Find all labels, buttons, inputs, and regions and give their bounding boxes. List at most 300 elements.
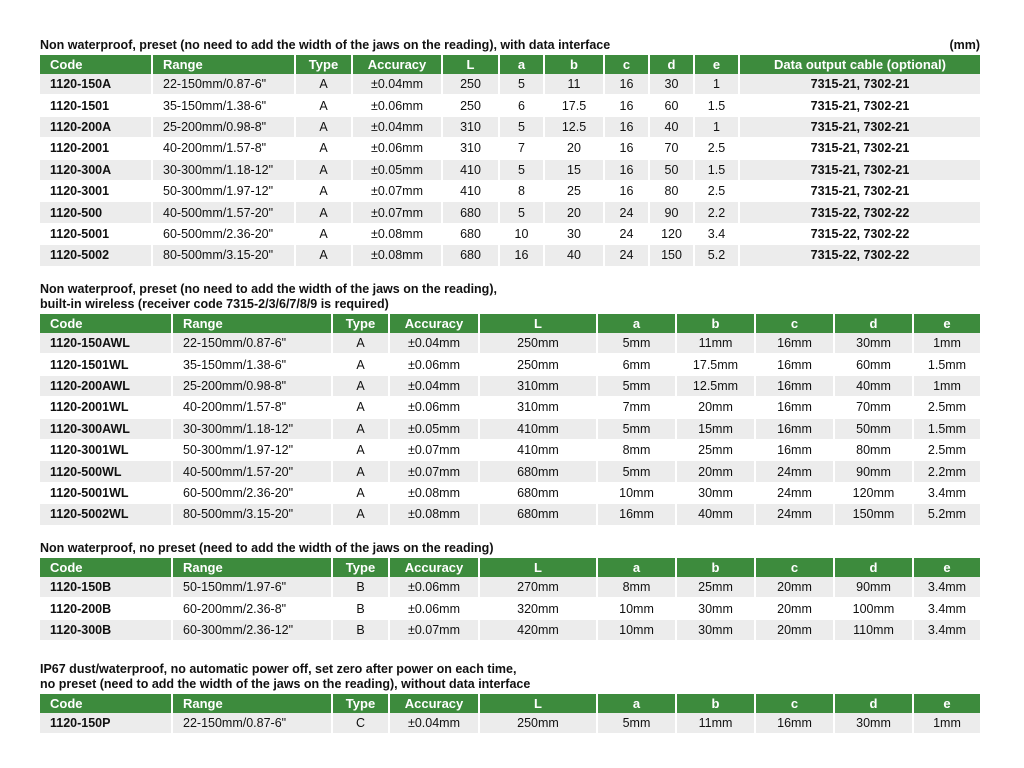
spec-cell: 250mm: [479, 333, 597, 354]
column-header: c: [755, 558, 834, 577]
spec-cell: 17.5: [544, 95, 604, 116]
cable-cell: 7315-21, 7302-21: [739, 74, 980, 95]
section-title-line: IP67 dust/waterproof, no automatic power off, set zero after power on each time,: [40, 662, 517, 676]
range-cell: 35-150mm/1.38-6": [152, 95, 295, 116]
spec-cell: ±0.04mm: [352, 116, 442, 137]
spec-cell: 90mm: [834, 461, 913, 482]
section-title: [40, 662, 980, 692]
spec-cell: 3.4: [694, 223, 739, 244]
spec-cell: 20mm: [676, 397, 755, 418]
spec-cell: 20: [544, 138, 604, 159]
spec-cell: 3.4mm: [913, 619, 980, 640]
column-header: e: [694, 55, 739, 74]
spec-cell: A: [332, 418, 389, 439]
spec-cell: 30: [544, 223, 604, 244]
spec-cell: ±0.06mm: [389, 354, 479, 375]
spec-cell: ±0.08mm: [389, 482, 479, 503]
spec-cell: 24mm: [755, 461, 834, 482]
spec-cell: 1: [694, 74, 739, 95]
spec-cell: 1.5mm: [913, 418, 980, 439]
spec-cell: ±0.05mm: [352, 159, 442, 180]
column-header: L: [479, 694, 597, 713]
spec-cell: ±0.07mm: [389, 619, 479, 640]
header-row: [40, 55, 980, 74]
spec-cell: 5: [499, 116, 544, 137]
spec-cell: 16: [604, 180, 649, 201]
spec-cell: 8: [499, 180, 544, 201]
spec-cell: 120mm: [834, 482, 913, 503]
spec-cell: 2.5: [694, 138, 739, 159]
cable-cell: 7315-22, 7302-22: [739, 202, 980, 223]
spec-cell: 16mm: [755, 439, 834, 460]
spec-cell: 2.5mm: [913, 397, 980, 418]
spec-cell: A: [295, 95, 352, 116]
spec-cell: A: [295, 202, 352, 223]
spec-cell: 16mm: [755, 418, 834, 439]
spec-cell: 2.2: [694, 202, 739, 223]
spec-cell: 24mm: [755, 504, 834, 525]
spec-cell: 20mm: [755, 619, 834, 640]
column-header: b: [544, 55, 604, 74]
range-cell: 60-300mm/2.36-12": [172, 619, 332, 640]
column-header: Type: [295, 55, 352, 74]
table-row: [40, 375, 980, 396]
spec-cell: A: [332, 482, 389, 503]
product-code-cell: 1120-1501: [40, 95, 152, 116]
spec-cell: A: [332, 504, 389, 525]
table-row: [40, 461, 980, 482]
column-header: Accuracy: [389, 314, 479, 333]
header-row: [40, 314, 980, 333]
range-cell: 30-300mm/1.18-12": [152, 159, 295, 180]
column-header: Data output cable (optional): [739, 55, 980, 74]
spec-cell: A: [332, 461, 389, 482]
product-code-cell: 1120-300AWL: [40, 418, 172, 439]
spec-cell: 6mm: [597, 354, 676, 375]
product-code-cell: 1120-500: [40, 202, 152, 223]
column-header: Range: [172, 314, 332, 333]
spec-cell: 410: [442, 159, 499, 180]
section-title: [40, 541, 980, 556]
spec-cell: 24mm: [755, 482, 834, 503]
range-cell: 40-500mm/1.57-20": [152, 202, 295, 223]
range-cell: 60-500mm/2.36-20": [152, 223, 295, 244]
spec-cell: 5mm: [597, 418, 676, 439]
product-code-cell: 1120-2001: [40, 138, 152, 159]
section-title: [40, 282, 980, 312]
product-code-cell: 1120-200A: [40, 116, 152, 137]
spec-table: [40, 314, 980, 526]
spec-cell: 8mm: [597, 439, 676, 460]
column-header: Range: [172, 694, 332, 713]
spec-cell: 20: [544, 202, 604, 223]
column-header: d: [649, 55, 694, 74]
spec-cell: 150: [649, 245, 694, 266]
spec-cell: 17.5mm: [676, 354, 755, 375]
column-header: a: [597, 558, 676, 577]
product-code-cell: 1120-5001WL: [40, 482, 172, 503]
spec-cell: ±0.06mm: [352, 95, 442, 116]
range-cell: 40-500mm/1.57-20": [172, 461, 332, 482]
spec-cell: A: [295, 223, 352, 244]
spec-cell: ±0.04mm: [389, 333, 479, 354]
spec-cell: 10: [499, 223, 544, 244]
spec-cell: 410: [442, 180, 499, 201]
column-header: Type: [332, 314, 389, 333]
range-cell: 40-200mm/1.57-8": [152, 138, 295, 159]
spec-cell: 680: [442, 245, 499, 266]
range-cell: 50-300mm/1.97-12": [172, 439, 332, 460]
cable-cell: 7315-21, 7302-21: [739, 95, 980, 116]
spec-cell: 3.4mm: [913, 577, 980, 598]
spec-cell: A: [295, 116, 352, 137]
spec-cell: 1: [694, 116, 739, 137]
product-code-cell: 1120-150AWL: [40, 333, 172, 354]
spec-cell: ±0.08mm: [389, 504, 479, 525]
column-header: d: [834, 694, 913, 713]
spec-cell: 120: [649, 223, 694, 244]
spec-cell: 410mm: [479, 439, 597, 460]
table-row: [40, 619, 980, 640]
spec-cell: 11mm: [676, 713, 755, 734]
column-header: e: [913, 694, 980, 713]
spec-cell: 2.2mm: [913, 461, 980, 482]
spec-table: [40, 55, 980, 267]
range-cell: 60-500mm/2.36-20": [172, 482, 332, 503]
spec-cell: 5.2: [694, 245, 739, 266]
product-code-cell: 1120-2001WL: [40, 397, 172, 418]
product-code-cell: 1120-5002WL: [40, 504, 172, 525]
spec-cell: 250mm: [479, 354, 597, 375]
spec-cell: 10mm: [597, 482, 676, 503]
spec-cell: 11mm: [676, 333, 755, 354]
section-title-line: Non waterproof, no preset (need to add the width of the jaws on the reading): [40, 541, 494, 555]
table-row: [40, 138, 980, 159]
spec-cell: 70: [649, 138, 694, 159]
spec-cell: 6: [499, 95, 544, 116]
spec-cell: 250mm: [479, 713, 597, 734]
table-row: [40, 418, 980, 439]
range-cell: 25-200mm/0.98-8": [152, 116, 295, 137]
column-header: Range: [152, 55, 295, 74]
column-header: c: [755, 694, 834, 713]
spec-cell: 110mm: [834, 619, 913, 640]
spec-cell: 50mm: [834, 418, 913, 439]
spec-cell: A: [332, 397, 389, 418]
spec-cell: 1.5mm: [913, 354, 980, 375]
spec-cell: 2.5: [694, 180, 739, 201]
spec-cell: 10mm: [597, 619, 676, 640]
spec-cell: 5mm: [597, 713, 676, 734]
spec-cell: 24: [604, 245, 649, 266]
spec-cell: 70mm: [834, 397, 913, 418]
table-row: [40, 202, 980, 223]
spec-cell: 680mm: [479, 461, 597, 482]
spec-cell: 90: [649, 202, 694, 223]
spec-cell: 310mm: [479, 375, 597, 396]
product-code-cell: 1120-150P: [40, 713, 172, 734]
spec-cell: ±0.06mm: [389, 577, 479, 598]
range-cell: 35-150mm/1.38-6": [172, 354, 332, 375]
spec-table: [40, 558, 980, 641]
spec-cell: 3.4mm: [913, 482, 980, 503]
spec-cell: ±0.08mm: [352, 223, 442, 244]
table-row: [40, 180, 980, 201]
column-header: Accuracy: [352, 55, 442, 74]
product-code-cell: 1120-150A: [40, 74, 152, 95]
spec-cell: 16: [604, 159, 649, 180]
spec-cell: A: [332, 354, 389, 375]
spec-cell: ±0.04mm: [352, 74, 442, 95]
section-title: [40, 38, 980, 53]
spec-cell: ±0.08mm: [352, 245, 442, 266]
spec-cell: 20mm: [755, 598, 834, 619]
spec-cell: 1mm: [913, 375, 980, 396]
column-header: b: [676, 694, 755, 713]
spec-cell: 80: [649, 180, 694, 201]
column-header: Code: [40, 694, 172, 713]
table-row: [40, 482, 980, 503]
column-header: c: [755, 314, 834, 333]
spec-cell: 30mm: [834, 713, 913, 734]
table-row: [40, 439, 980, 460]
section-title-line: no preset (need to add the width of the jaws on the reading), without data interface: [40, 677, 531, 691]
spec-cell: ±0.04mm: [389, 713, 479, 734]
spec-cell: A: [295, 245, 352, 266]
spec-cell: 250: [442, 74, 499, 95]
product-code-cell: 1120-150B: [40, 577, 172, 598]
section-ip67-waterproof: [40, 662, 980, 734]
spec-cell: A: [295, 74, 352, 95]
cable-cell: 7315-21, 7302-21: [739, 159, 980, 180]
table-row: [40, 116, 980, 137]
spec-cell: 680: [442, 202, 499, 223]
spec-cell: A: [332, 375, 389, 396]
spec-cell: 100mm: [834, 598, 913, 619]
spec-cell: A: [295, 159, 352, 180]
spec-cell: 7mm: [597, 397, 676, 418]
range-cell: 30-300mm/1.18-12": [172, 418, 332, 439]
range-cell: 22-150mm/0.87-6": [152, 74, 295, 95]
range-cell: 22-150mm/0.87-6": [172, 333, 332, 354]
section-no-preset: [40, 541, 980, 641]
spec-cell: ±0.07mm: [352, 180, 442, 201]
column-header: Type: [332, 694, 389, 713]
spec-cell: 410mm: [479, 418, 597, 439]
spec-cell: 2.5mm: [913, 439, 980, 460]
range-cell: 80-500mm/3.15-20": [152, 245, 295, 266]
unit-label: (mm): [949, 38, 980, 52]
product-code-cell: 1120-5002: [40, 245, 152, 266]
spec-cell: B: [332, 619, 389, 640]
spec-cell: 16: [604, 138, 649, 159]
column-header: Accuracy: [389, 694, 479, 713]
spec-cell: 20mm: [755, 577, 834, 598]
spec-cell: 25: [544, 180, 604, 201]
spec-cell: 11: [544, 74, 604, 95]
spec-cell: 150mm: [834, 504, 913, 525]
spec-cell: 25mm: [676, 439, 755, 460]
table-row: [40, 577, 980, 598]
spec-cell: ±0.06mm: [352, 138, 442, 159]
spec-cell: 680mm: [479, 504, 597, 525]
spec-cell: 16mm: [597, 504, 676, 525]
product-code-cell: 1120-300B: [40, 619, 172, 640]
spec-cell: 30mm: [676, 619, 755, 640]
range-cell: 60-200mm/2.36-8": [172, 598, 332, 619]
spec-cell: 16: [604, 74, 649, 95]
spec-cell: 5.2mm: [913, 504, 980, 525]
spec-cell: 30mm: [676, 598, 755, 619]
spec-cell: C: [332, 713, 389, 734]
cable-cell: 7315-21, 7302-21: [739, 180, 980, 201]
spec-cell: ±0.04mm: [389, 375, 479, 396]
range-cell: 22-150mm/0.87-6": [172, 713, 332, 734]
spec-cell: ±0.07mm: [389, 461, 479, 482]
column-header: Type: [332, 558, 389, 577]
spec-cell: 310: [442, 138, 499, 159]
spec-cell: 20mm: [676, 461, 755, 482]
spec-cell: 16mm: [755, 354, 834, 375]
section-with-data-interface: [40, 38, 980, 267]
table-row: [40, 74, 980, 95]
column-header: Code: [40, 314, 172, 333]
spec-cell: 30: [649, 74, 694, 95]
column-header: c: [604, 55, 649, 74]
table-row: [40, 245, 980, 266]
spec-cell: ±0.05mm: [389, 418, 479, 439]
spec-cell: 16mm: [755, 333, 834, 354]
spec-cell: 3.4mm: [913, 598, 980, 619]
column-header: L: [442, 55, 499, 74]
range-cell: 50-150mm/1.97-6": [172, 577, 332, 598]
header-row: [40, 558, 980, 577]
range-cell: 40-200mm/1.57-8": [172, 397, 332, 418]
cable-cell: 7315-22, 7302-22: [739, 245, 980, 266]
table-row: [40, 504, 980, 525]
spec-cell: 680mm: [479, 482, 597, 503]
spec-cell: 270mm: [479, 577, 597, 598]
spec-cell: 12.5: [544, 116, 604, 137]
spec-cell: 16: [604, 95, 649, 116]
spec-cell: 1.5: [694, 95, 739, 116]
spec-cell: ±0.07mm: [352, 202, 442, 223]
spec-cell: 60: [649, 95, 694, 116]
spec-cell: 7: [499, 138, 544, 159]
spec-cell: A: [295, 138, 352, 159]
spec-cell: 80mm: [834, 439, 913, 460]
spec-cell: 12.5mm: [676, 375, 755, 396]
range-cell: 80-500mm/3.15-20": [172, 504, 332, 525]
table-row: [40, 354, 980, 375]
spec-cell: 5mm: [597, 333, 676, 354]
range-cell: 50-300mm/1.97-12": [152, 180, 295, 201]
column-header: d: [834, 558, 913, 577]
table-row: [40, 713, 980, 734]
spec-cell: 40mm: [834, 375, 913, 396]
spec-cell: A: [295, 180, 352, 201]
spec-cell: 5: [499, 159, 544, 180]
product-code-cell: 1120-200AWL: [40, 375, 172, 396]
column-header: Code: [40, 558, 172, 577]
spec-table: [40, 694, 980, 734]
spec-cell: 5: [499, 202, 544, 223]
spec-cell: 5: [499, 74, 544, 95]
spec-cell: 30mm: [676, 482, 755, 503]
spec-cell: 10mm: [597, 598, 676, 619]
spec-cell: 680: [442, 223, 499, 244]
spec-cell: 24: [604, 202, 649, 223]
column-header: b: [676, 558, 755, 577]
cable-cell: 7315-21, 7302-21: [739, 138, 980, 159]
spec-cell: A: [332, 439, 389, 460]
column-header: a: [597, 314, 676, 333]
column-header: L: [479, 558, 597, 577]
spec-cell: 310: [442, 116, 499, 137]
spec-cell: 90mm: [834, 577, 913, 598]
section-title-line: built-in wireless (receiver code 7315-2/3/6/7/8/9 is required): [40, 297, 389, 311]
cable-cell: 7315-21, 7302-21: [739, 116, 980, 137]
spec-cell: 50: [649, 159, 694, 180]
section-title-line: Non waterproof, preset (no need to add the width of the jaws on the reading), with data interface: [40, 38, 611, 52]
spec-cell: 30mm: [834, 333, 913, 354]
spec-cell: 16mm: [755, 375, 834, 396]
column-header: e: [913, 558, 980, 577]
column-header: e: [913, 314, 980, 333]
spec-cell: 16mm: [755, 713, 834, 734]
spec-cell: ±0.06mm: [389, 397, 479, 418]
spec-cell: 25mm: [676, 577, 755, 598]
table-row: [40, 223, 980, 244]
spec-cell: 250: [442, 95, 499, 116]
product-code-cell: 1120-200B: [40, 598, 172, 619]
table-row: [40, 598, 980, 619]
table-row: [40, 159, 980, 180]
column-header: b: [676, 314, 755, 333]
column-header: Code: [40, 55, 152, 74]
spec-cell: 8mm: [597, 577, 676, 598]
table-row: [40, 397, 980, 418]
spec-cell: 5mm: [597, 375, 676, 396]
column-header: a: [597, 694, 676, 713]
spec-cell: 16mm: [755, 397, 834, 418]
product-code-cell: 1120-300A: [40, 159, 152, 180]
spec-cell: 16: [604, 116, 649, 137]
cable-cell: 7315-22, 7302-22: [739, 223, 980, 244]
spec-cell: 5mm: [597, 461, 676, 482]
spec-cell: A: [332, 333, 389, 354]
section-built-in-wireless: [40, 282, 980, 526]
table-row: [40, 333, 980, 354]
spec-cell: 15: [544, 159, 604, 180]
spec-cell: 1mm: [913, 333, 980, 354]
range-cell: 25-200mm/0.98-8": [172, 375, 332, 396]
spec-cell: 1mm: [913, 713, 980, 734]
section-title-line: Non waterproof, preset (no need to add the width of the jaws on the reading),: [40, 282, 497, 296]
header-row: [40, 694, 980, 713]
column-header: a: [499, 55, 544, 74]
spec-cell: 60mm: [834, 354, 913, 375]
spec-cell: 1.5: [694, 159, 739, 180]
column-header: Range: [172, 558, 332, 577]
column-header: Accuracy: [389, 558, 479, 577]
spec-cell: 15mm: [676, 418, 755, 439]
spec-cell: 310mm: [479, 397, 597, 418]
spec-cell: 40: [649, 116, 694, 137]
product-code-cell: 1120-5001: [40, 223, 152, 244]
spec-cell: 16: [499, 245, 544, 266]
table-row: [40, 95, 980, 116]
